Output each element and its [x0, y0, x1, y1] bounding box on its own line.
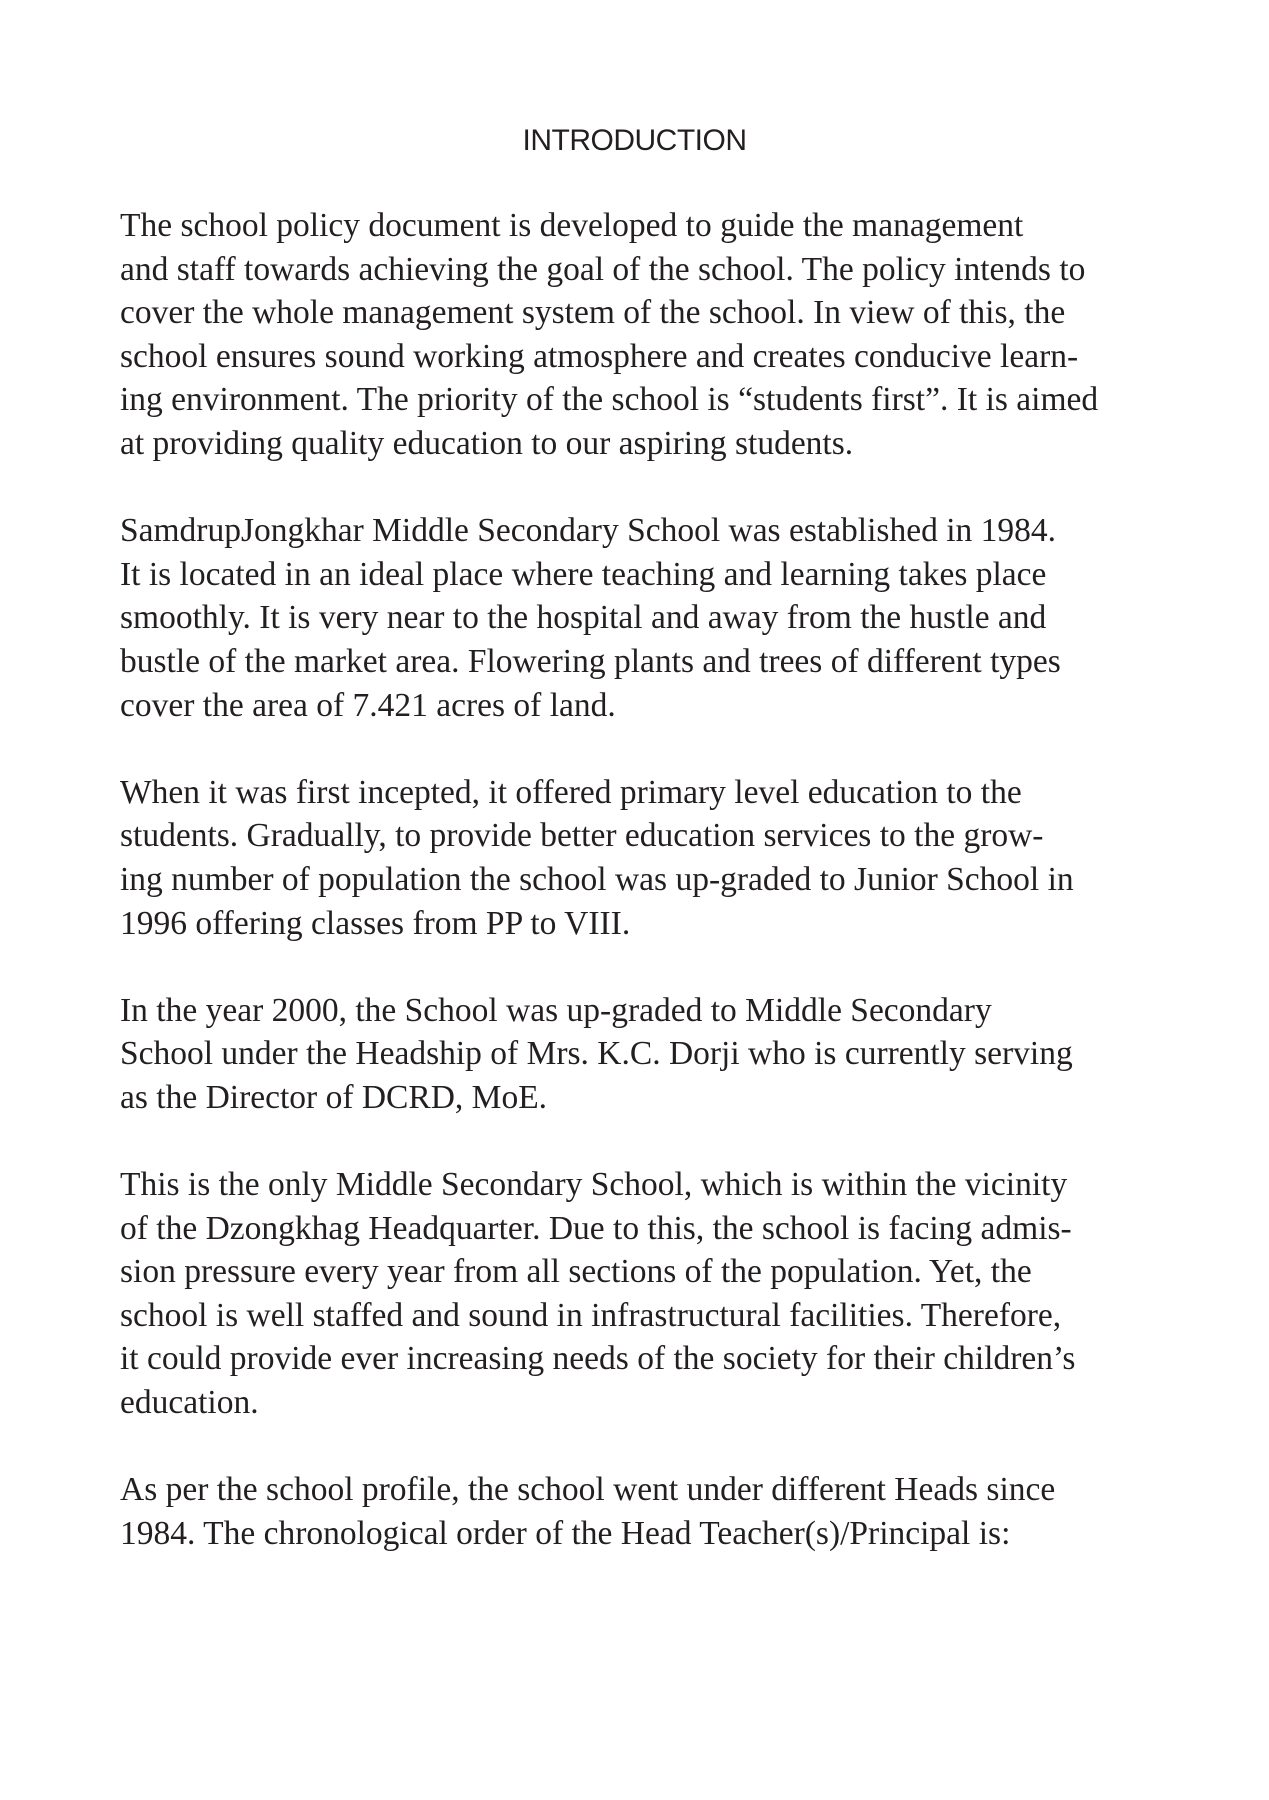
text-line: education.: [120, 1384, 259, 1422]
text-line: ing number of population the school was up-graded to Junior School in: [120, 860, 1074, 898]
text-line: This is the only Middle Secondary School, which is within the vicinity: [120, 1166, 1068, 1204]
paragraph-history: [120, 771, 1180, 945]
text-line: at providing quality education to our aspiring students.: [120, 424, 854, 462]
text-line: When it was first incepted, it offered primary level education to the: [120, 773, 1022, 811]
page-title: INTRODUCTION: [522, 124, 747, 157]
text-line: In the year 2000, the School was up-graded to Middle Secondary: [120, 991, 992, 1029]
text-line: school ensures sound working atmosphere and creates conducive learn-: [120, 337, 1079, 375]
text-line: sion pressure every year from all sections of the population. Yet, the: [120, 1253, 1032, 1291]
text-line: School under the Headship of Mrs. K.C. Dorji who is currently serving: [120, 1035, 1073, 1073]
paragraph-purpose: [120, 204, 1180, 466]
text-line: The school policy document is developed to guide the management: [120, 207, 1024, 244]
text-line: It is located in an ideal place where teaching and learning takes place: [120, 555, 1047, 593]
text-line: of the Dzongkhag Headquarter. Due to this, the school is facing admis-: [120, 1209, 1072, 1247]
text-line: students. Gradually, to provide better education services to the grow-: [120, 817, 1044, 855]
text-line: smoothly. It is very near to the hospital and away from the hustle and: [120, 599, 1047, 637]
text-line: as the Director of DCRD, MoE.: [120, 1078, 548, 1116]
text-line: it could provide ever increasing needs of the society for their children’s: [120, 1340, 1076, 1378]
paragraph-establishment: [120, 509, 1180, 727]
text-line: and staff towards achieving the goal of the school. The policy intends to: [120, 250, 1086, 288]
text-line: As per the school profile, the school went under different Heads since: [120, 1471, 1056, 1509]
text-line: school is well staffed and sound in infrastructural facilities. Therefore,: [120, 1296, 1062, 1334]
text-line: 1996 offering classes from PP to VIII.: [120, 904, 631, 942]
text-line: cover the whole management system of the school. In view of this, the: [120, 294, 1066, 332]
paragraph-heads: [120, 1468, 1180, 1555]
paragraph-upgrade: [120, 989, 1180, 1120]
text-line: SamdrupJongkhar Middle Secondary School was established in 1984.: [120, 512, 1057, 550]
text-line: bustle of the market area. Flowering plants and trees of different types: [120, 642, 1061, 680]
text-line: cover the area of 7.421 acres of land.: [120, 686, 616, 724]
body-text: [120, 204, 1180, 1599]
text-line: 1984. The chronological order of the Head Teacher(s)/Principal is:: [120, 1514, 1011, 1552]
text-line: ing environment. The priority of the school is “students first”. It is aimed: [120, 381, 1099, 419]
paragraph-location: [120, 1163, 1180, 1425]
